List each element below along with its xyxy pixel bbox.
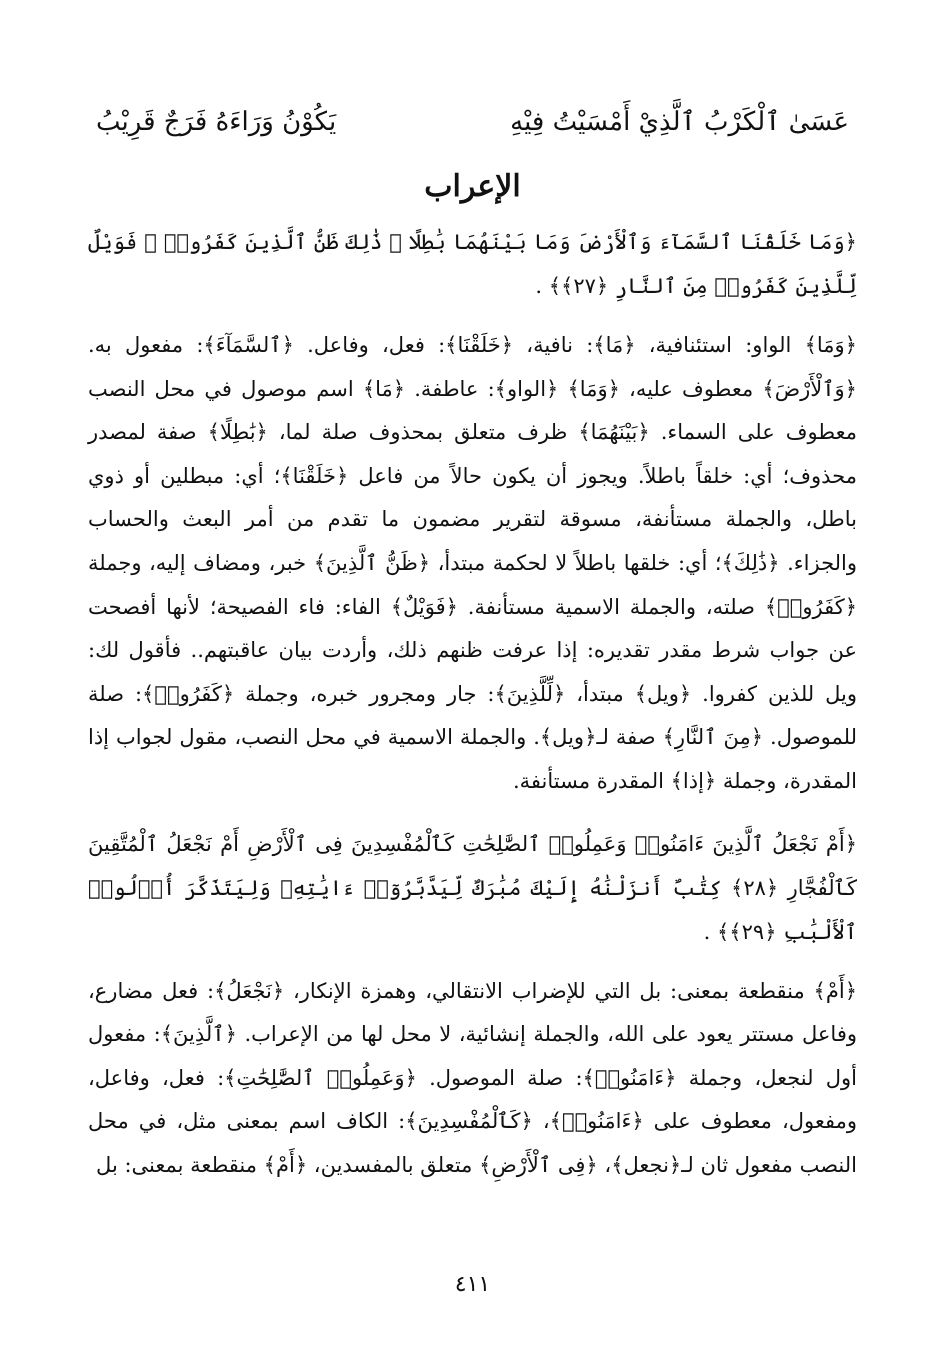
irab-paragraph-1: ﴿وَمَا﴾ الواو: استئنافية، ﴿مَا﴾: نافية، ﴿خَلَقْنَا﴾: فعل، وفاعل. ﴿ٱلسَّمَآءَ﴾: مفعول به. ﴿وَٱلْأَرْضَ﴾ معطوف عليه، ﴿وَمَا﴾ ﴿الواو﴾: عاطفة. ﴿مَا﴾ اسم موصول في محل النصب معطوف على السماء. ﴿بَيْنَهُمَا﴾ ظرف متعلق بمحذوف صلة لما، ﴿بَٰطِلًا﴾ صفة لمصدر محذوف؛ أي: خلقاً باطلاً. ويجوز أن يكون حالاً من فاعل ﴿خَلَقْنَا﴾؛ أي: مبطلين أو ذوي باطل، والجملة مستأنفة، مسوقة لتقرير مضمون ما تقدم من أمر البعث والحساب والجزاء. ﴿ذَٰلِكَ﴾؛ أي: خلقها باطلاً لا لحكمة مبتدأ، ﴿ظَنُّ ٱلَّذِينَ﴾ خبر، ومضاف إليه، وجملة ﴿كَفَرُوا۟﴾ صلته، والجملة الاسمية مستأنفة. ﴿فَوَيْلٌ﴾ الفاء: فاء الفصيحة؛ لأنها أفصحت عن جواب شرط مقدر تقديره: إذا عرفت ظنهم ذلك، وأردت بيان عاقبتهم.. فأقول لك: ويل للذين كفروا. ﴿ويل﴾ مبتدأ، ﴿لِّلَّذِينَ﴾: جار ومجرور خبره، وجملة ﴿كَفَرُوا۟﴾: صلة للموصول. ﴿مِنَ ٱلنَّارِ﴾ صفة لـ﴿ويل﴾. والجملة الاسمية في محل النصب، مقول لجواب إذا المقدرة، وجملة ﴿إذا﴾ المقدرة مستأنفة.	[88, 333, 857, 793]
quran-verse-28-29: ﴿أَمْ نَجْعَلُ ٱلَّذِينَ ءَامَنُوا۟ وَعَمِلُوا۟ ٱلصَّٰلِحَٰتِ كَٱلْمُفْسِدِينَ فِى ٱلْأَرْضِ أَمْ نَجْعَلُ ٱلْمُتَّقِينَ كَٱلْفُجَّارِ ﴿٢٨﴾ كِتَٰبٌ أَنزَلْنَٰهُ إِلَيْكَ مُبَٰرَكٌ لِّيَدَّبَّرُوٓا۟ ءَايَٰتِهِۦ وَلِيَتَذَكَّرَ أُو۟لُوا۟ ٱلْأَلْبَٰبِ ﴿٢٩﴾﴾ .	[88, 831, 857, 944]
page-number: ٤١١	[454, 1272, 491, 1297]
irab-paragraph-2: ﴿أَمْ﴾ منقطعة بمعنى: بل التي للإضراب الانتقالي، وهمزة الإنكار، ﴿نَجْعَلُ﴾: فعل مضارع، وفاعل مستتر يعود على الله، والجملة إنشائية، لا محل لها من الإعراب. ﴿ٱلَّذِينَ﴾: مفعول أول لنجعل، وجملة ﴿ءَامَنُوا۟﴾: صلة الموصول. ﴿وَعَمِلُوا۟ ٱلصَّٰلِحَٰتِ﴾: فعل، وفاعل، ومفعول، معطوف على ﴿ءَامَنُوا۟﴾، ﴿كَٱلْمُفْسِدِينَ﴾: الكاف اسم بمعنى مثل، في محل النصب مفعول ثان لـ﴿نجعل﴾، ﴿فِى ٱلْأَرْضِ﴾ متعلق بالمفسدين، ﴿أَمْ﴾ منقطعة بمعنى: بل	[88, 978, 857, 1177]
poem-second-hemistich: يَكُوْنُ وَرَاءَهُ فَرَجٌ قَرِيْبُ	[96, 107, 337, 137]
section-heading: الإعراب	[424, 169, 521, 204]
quran-verse-27: ﴿وَمَا خَلَقْنَا ٱلسَّمَآءَ وَٱلْأَرْضَ وَمَا بَيْنَهُمَا بَٰطِلًا ۚ ذَٰلِكَ ظَنُّ ٱلَّذِينَ كَفَرُوا۟ ۚ فَوَيْلٌ لِّلَّذِينَ كَفَرُوا۟ مِنَ ٱلنَّارِ ﴿٢٧﴾﴾ .	[88, 230, 857, 298]
poem-verse	[88, 96, 857, 148]
poem-first-hemistich: عَسَىٰ ٱلْكَرْبُ ٱلَّذِيْ أَمْسَيْتُ فِيْهِ	[510, 107, 849, 137]
